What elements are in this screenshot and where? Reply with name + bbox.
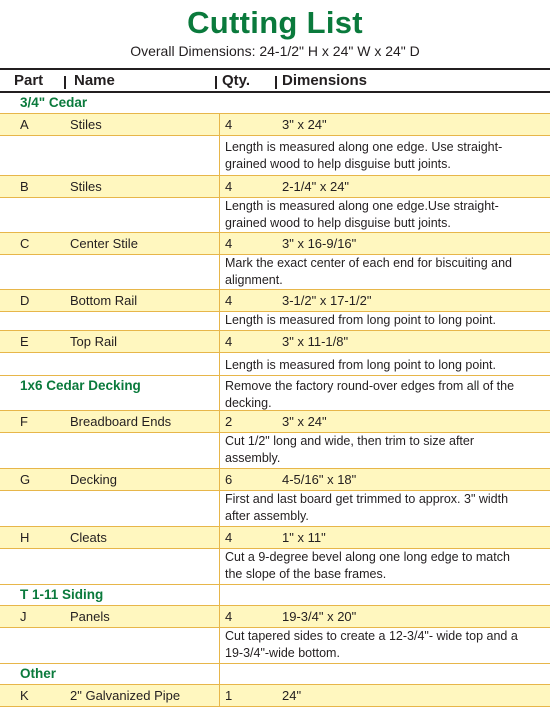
column-divider xyxy=(219,198,220,232)
header-qty: Qty. xyxy=(222,72,251,89)
column-divider xyxy=(219,606,220,627)
group-label: T 1-11 Siding xyxy=(20,587,104,602)
group-label: 3/4" Cedar xyxy=(20,95,88,110)
note-row xyxy=(0,312,550,331)
table-row xyxy=(0,469,550,491)
qty-cell: 4 xyxy=(225,117,233,132)
column-divider xyxy=(219,527,220,548)
column-divider xyxy=(219,255,220,289)
header-part: Part xyxy=(14,72,44,89)
column-divider xyxy=(219,585,220,605)
table-row xyxy=(0,114,550,136)
table-row xyxy=(0,290,550,312)
dimensions-cell: 3" x 24" xyxy=(282,414,327,429)
group-heading xyxy=(0,585,550,606)
note-text: Cut 1/2" long and wide, then trim to size after assembly. xyxy=(225,434,475,465)
table-row xyxy=(0,606,550,628)
note-row xyxy=(0,433,550,469)
name-cell: Stiles xyxy=(70,117,102,132)
note-text: Cut a 9-degree bevel along one long edge to match the slope of the base frames. xyxy=(225,550,510,581)
part-cell: C xyxy=(20,236,30,251)
dimensions-cell: 3" x 11-1/8" xyxy=(282,334,349,349)
note-text: Length is measured from long point to long point. xyxy=(225,313,497,327)
header-dimensions: Dimensions xyxy=(282,72,368,89)
qty-cell: 4 xyxy=(225,334,233,349)
part-cell: G xyxy=(20,472,31,487)
name-cell: Cleats xyxy=(70,530,107,545)
note-text: Length is measured along one edge.Use straight-grained wood to help disguise butt joints. xyxy=(225,199,499,230)
note-row xyxy=(0,255,550,290)
dimensions-cell: 1" x 11" xyxy=(282,530,326,545)
part-cell: K xyxy=(20,688,29,703)
column-divider xyxy=(219,233,220,254)
header-name: Name xyxy=(74,72,115,89)
note-row xyxy=(0,198,550,233)
table-row xyxy=(0,685,550,707)
table-row xyxy=(0,176,550,198)
dimensions-cell: 24" xyxy=(282,688,302,703)
note-row xyxy=(0,549,550,585)
note-row xyxy=(0,628,550,664)
cutting-table xyxy=(0,93,550,707)
column-divider xyxy=(219,376,220,410)
part-cell: F xyxy=(20,414,28,429)
table-row xyxy=(0,233,550,255)
column-divider xyxy=(219,353,220,375)
qty-cell: 4 xyxy=(225,293,233,308)
dimensions-cell: 4-5/16" x 18" xyxy=(282,472,357,487)
column-divider xyxy=(219,331,220,352)
dimensions-cell: 3-1/2" x 17-1/2" xyxy=(282,293,372,308)
group-label: 1x6 Cedar Decking xyxy=(20,378,141,393)
qty-cell: 6 xyxy=(225,472,233,487)
column-divider xyxy=(219,114,220,135)
group-label: Other xyxy=(20,666,57,681)
qty-cell: 4 xyxy=(225,179,233,194)
dimensions-cell: 3" x 24" xyxy=(282,117,327,132)
qty-cell: 1 xyxy=(225,688,233,703)
note-text: First and last board get trimmed to approx. 3" width after assembly. xyxy=(225,492,509,523)
table-row xyxy=(0,411,550,433)
part-cell: J xyxy=(20,609,27,624)
name-cell: 2" Galvanized Pipe xyxy=(70,688,181,703)
dimensions-cell: 19-3/4" x 20" xyxy=(282,609,357,624)
table-row xyxy=(0,527,550,549)
part-cell: H xyxy=(20,530,30,545)
header-divider xyxy=(215,76,217,89)
name-cell: Bottom Rail xyxy=(70,293,138,308)
column-divider xyxy=(219,136,220,175)
name-cell: Breadboard Ends xyxy=(70,414,172,429)
column-divider xyxy=(219,290,220,311)
name-cell: Top Rail xyxy=(70,334,117,349)
table-row xyxy=(0,331,550,353)
qty-cell: 4 xyxy=(225,530,233,545)
note-row xyxy=(0,491,550,527)
column-divider xyxy=(219,176,220,197)
qty-cell: 4 xyxy=(225,236,233,251)
name-cell: Panels xyxy=(70,609,110,624)
title: Cutting List xyxy=(187,5,363,40)
part-cell: E xyxy=(20,334,29,349)
qty-cell: 4 xyxy=(225,609,233,624)
group-heading xyxy=(0,376,550,411)
header-divider xyxy=(64,76,66,89)
dimensions-cell: 2-1/4" x 24" xyxy=(282,179,350,194)
column-divider xyxy=(219,491,220,526)
column-divider xyxy=(219,628,220,663)
column-divider xyxy=(219,312,220,330)
group-heading xyxy=(0,93,550,114)
column-divider xyxy=(219,664,220,684)
name-cell: Decking xyxy=(70,472,117,487)
column-divider xyxy=(219,685,220,706)
part-cell: A xyxy=(20,117,29,132)
column-divider xyxy=(219,411,220,432)
header-divider xyxy=(275,76,277,89)
table-header xyxy=(0,68,550,93)
note-row xyxy=(0,136,550,176)
dimensions-cell: 3" x 16-9/16" xyxy=(282,236,357,251)
column-divider xyxy=(219,469,220,490)
name-cell: Stiles xyxy=(70,179,102,194)
part-cell: D xyxy=(20,293,30,308)
group-heading xyxy=(0,664,550,685)
qty-cell: 2 xyxy=(225,414,233,429)
note-row xyxy=(0,353,550,376)
note-text: Mark the exact center of each end for biscuiting and alignment. xyxy=(225,256,512,287)
note-text: Cut tapered sides to create a 12-3/4"- wide top and a 19-3/4"-wide bottom. xyxy=(225,629,518,660)
note-text: Length is measured along one edge. Use straight-grained wood to help disguise butt joints. xyxy=(225,140,503,171)
group-note: Remove the factory round-over edges from all of the decking. xyxy=(225,379,515,410)
subtitle: Overall Dimensions: 24-1/2" H x 24" W x 24" D xyxy=(130,43,420,59)
part-cell: B xyxy=(20,179,29,194)
note-text: Length is measured from long point to long point. xyxy=(225,358,497,372)
column-divider xyxy=(219,549,220,584)
name-cell: Center Stile xyxy=(70,236,138,251)
column-divider xyxy=(219,433,220,468)
